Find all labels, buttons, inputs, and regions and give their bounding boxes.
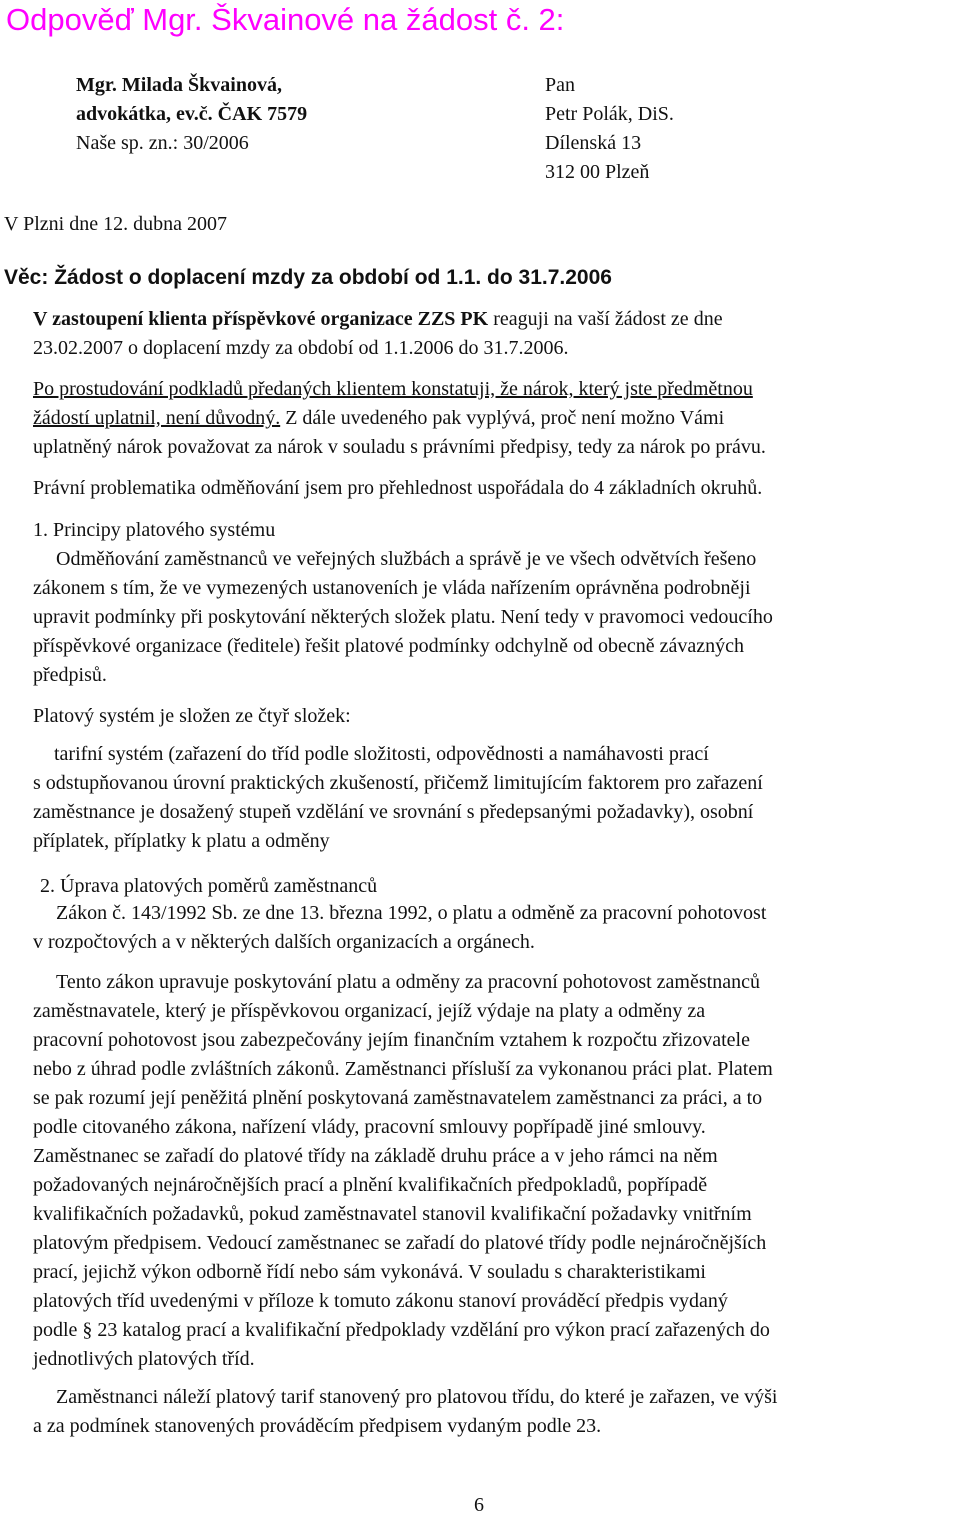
components-line: tarifní systém (zařazení do tříd podle složitosti, odpovědnosti a namáhavosti prací	[54, 743, 709, 765]
recipient-city: 312 00 Plzeň	[545, 161, 650, 183]
body-line: požadovaných nejnáročnějších prací a plnění kvalifikačních předpokladů, popřípadě	[33, 1174, 708, 1196]
components-line: příplatek, příplatky k platu a odměny	[33, 830, 330, 852]
recipient-salutation: Pan	[545, 74, 575, 96]
tariff-line: a za podmínek stanovených prováděcím předpisem vydaným podle 23.	[33, 1415, 602, 1437]
body-line: podle citovaného zákona, nařízení vlády, pracovní smlouvy popřípadě jiné smlouvy.	[33, 1116, 706, 1138]
conclusion-underlined-2: žádostí uplatnil, není důvodný.	[33, 407, 281, 429]
section2-body	[33, 968, 960, 1374]
components-intro: Platový systém je složen ze čtyř složek:	[33, 705, 351, 727]
recipient-name: Petr Polák, DiS.	[545, 103, 674, 125]
overview-line: Právní problematika odměňování jsem pro přehlednost uspořádala do 4 základních okruhů.	[33, 477, 763, 499]
body-line: podle § 23 katalog prací a kvalifikační předpoklady vzdělání pro výkon prací zařazených do	[33, 1319, 770, 1341]
components-line: zaměstnance je dosažený stupeň vzdělání ve srovnání s předepsanými požadavky), osobní	[33, 801, 754, 823]
section1-heading: 1. Principy platového systému	[33, 519, 276, 541]
body-line: platových tříd uvedenými v příloze k tomuto zákonu stanoví prováděcí předpis vydaný	[33, 1290, 728, 1312]
subject-line: Věc: Žádost o doplacení mzdy za období od 1.1. do 31.7.2006	[4, 266, 612, 289]
page-heading: Odpověď Mgr. Škvainové na žádost č. 2:	[6, 2, 565, 37]
tariff-paragraph	[33, 1383, 960, 1441]
intro-line1: reaguji na vaší žádost ze dne	[488, 308, 723, 330]
body-line: jednotlivých platových tříd.	[33, 1348, 255, 1370]
body-line: platovým předpisem. Vedoucí zaměstnanec se zařadí do platové třídy podle nejnáročnějších	[33, 1232, 767, 1254]
body-line: prací, jejichž výkon odborně řídí nebo sám vykonává. V souladu s charakteristikami	[33, 1261, 706, 1283]
section2-heading: 2. Úprava platových poměrů zaměstnanců	[40, 875, 378, 897]
intro-client: V zastoupení klienta příspěvkové organizace ZZS PK	[33, 308, 489, 330]
body-line: zaměstnavatele, který je příspěvkovou organizací, jejíž výdaje na platy a odměny za	[33, 1000, 706, 1022]
section1-line: Odměňování zaměstnanců ve veřejných službách a správě je ve všech odvětvích řešeno	[56, 548, 757, 570]
section1-line: předpisů.	[33, 664, 107, 686]
section1-body	[33, 545, 960, 690]
body-line: se pak rozumí její peněžitá plnění poskytovaná zaměstnavatelem zaměstnanci za práci, a to	[33, 1087, 763, 1109]
sender-name: Mgr. Milada Škvainová,	[76, 74, 282, 96]
components-list	[33, 740, 960, 856]
conclusion-line2: Z dále uvedeného pak vyplývá, proč není možno Vámi	[280, 407, 725, 429]
body-line: kvalifikačních požadavků, pokud zaměstnavatel stanovil kvalifikační požadavky vnitřním	[33, 1203, 752, 1225]
law-line: v rozpočtových a v některých dalších organizacích a orgánech.	[33, 931, 535, 953]
intro-line2: 23.02.2007 o doplacení mzdy za období od 1.1.2006 do 31.7.2006.	[33, 337, 569, 359]
recipient-street: Dílenská 13	[545, 132, 642, 154]
sender-reference: Naše sp. zn.: 30/2006	[76, 132, 249, 154]
law-line: Zákon č. 143/1992 Sb. ze dne 13. března 1992, o platu a odměně za pracovní pohotovost	[56, 902, 767, 924]
conclusion-underlined-1: Po prostudování podkladů předaných klientem konstatuji, že nárok, který jste předmětnou	[33, 378, 753, 400]
conclusion-paragraph	[33, 375, 960, 462]
body-line: Zaměstnanec se zařadí do platové třídy na základě druhu práce a v jeho rámci na něm	[33, 1145, 718, 1167]
intro-paragraph	[33, 305, 960, 363]
section1-line: příspěvkové organizace (ředitele) řešit platové podmínky odchylně od obecně závazných	[33, 635, 745, 657]
tariff-line: Zaměstnanci náleží platový tarif stanovený pro platovou třídu, do které je zařazen, ve výši	[56, 1386, 778, 1408]
section1-line: upravit podmínky při poskytování některých složek platu. Není tedy v pravomoci vedoucího	[33, 606, 773, 628]
section2-law	[33, 899, 960, 957]
body-line: nebo z úhrad podle zvláštních zákonů. Zaměstnanci přísluší za vykonanou práci plat. Platem	[33, 1058, 773, 1080]
page-number: 6	[474, 1494, 484, 1516]
body-line: pracovní pohotovost jsou zabezpečovány jejím finančním vztahem k rozpočtu zřizovatele	[33, 1029, 750, 1051]
body-line: Tento zákon upravuje poskytování platu a odměny za pracovní pohotovost zaměstnanců	[56, 971, 760, 993]
components-line: s odstupňovanou úrovní praktických zkušeností, přičemž limitujícím faktorem pro zařazení	[33, 772, 763, 794]
sender-role: advokátka, ev.č. ČAK 7579	[76, 103, 308, 125]
date-line: V Plzni dne 12. dubna 2007	[4, 213, 227, 235]
section1-line: zákonem s tím, že ve vymezených ustanoveních je vláda nařízením oprávněna podrobněji	[33, 577, 751, 599]
conclusion-line3: uplatněný nárok považovat za nárok v souladu s právními předpisy, tedy za nárok po právu.	[33, 436, 766, 458]
